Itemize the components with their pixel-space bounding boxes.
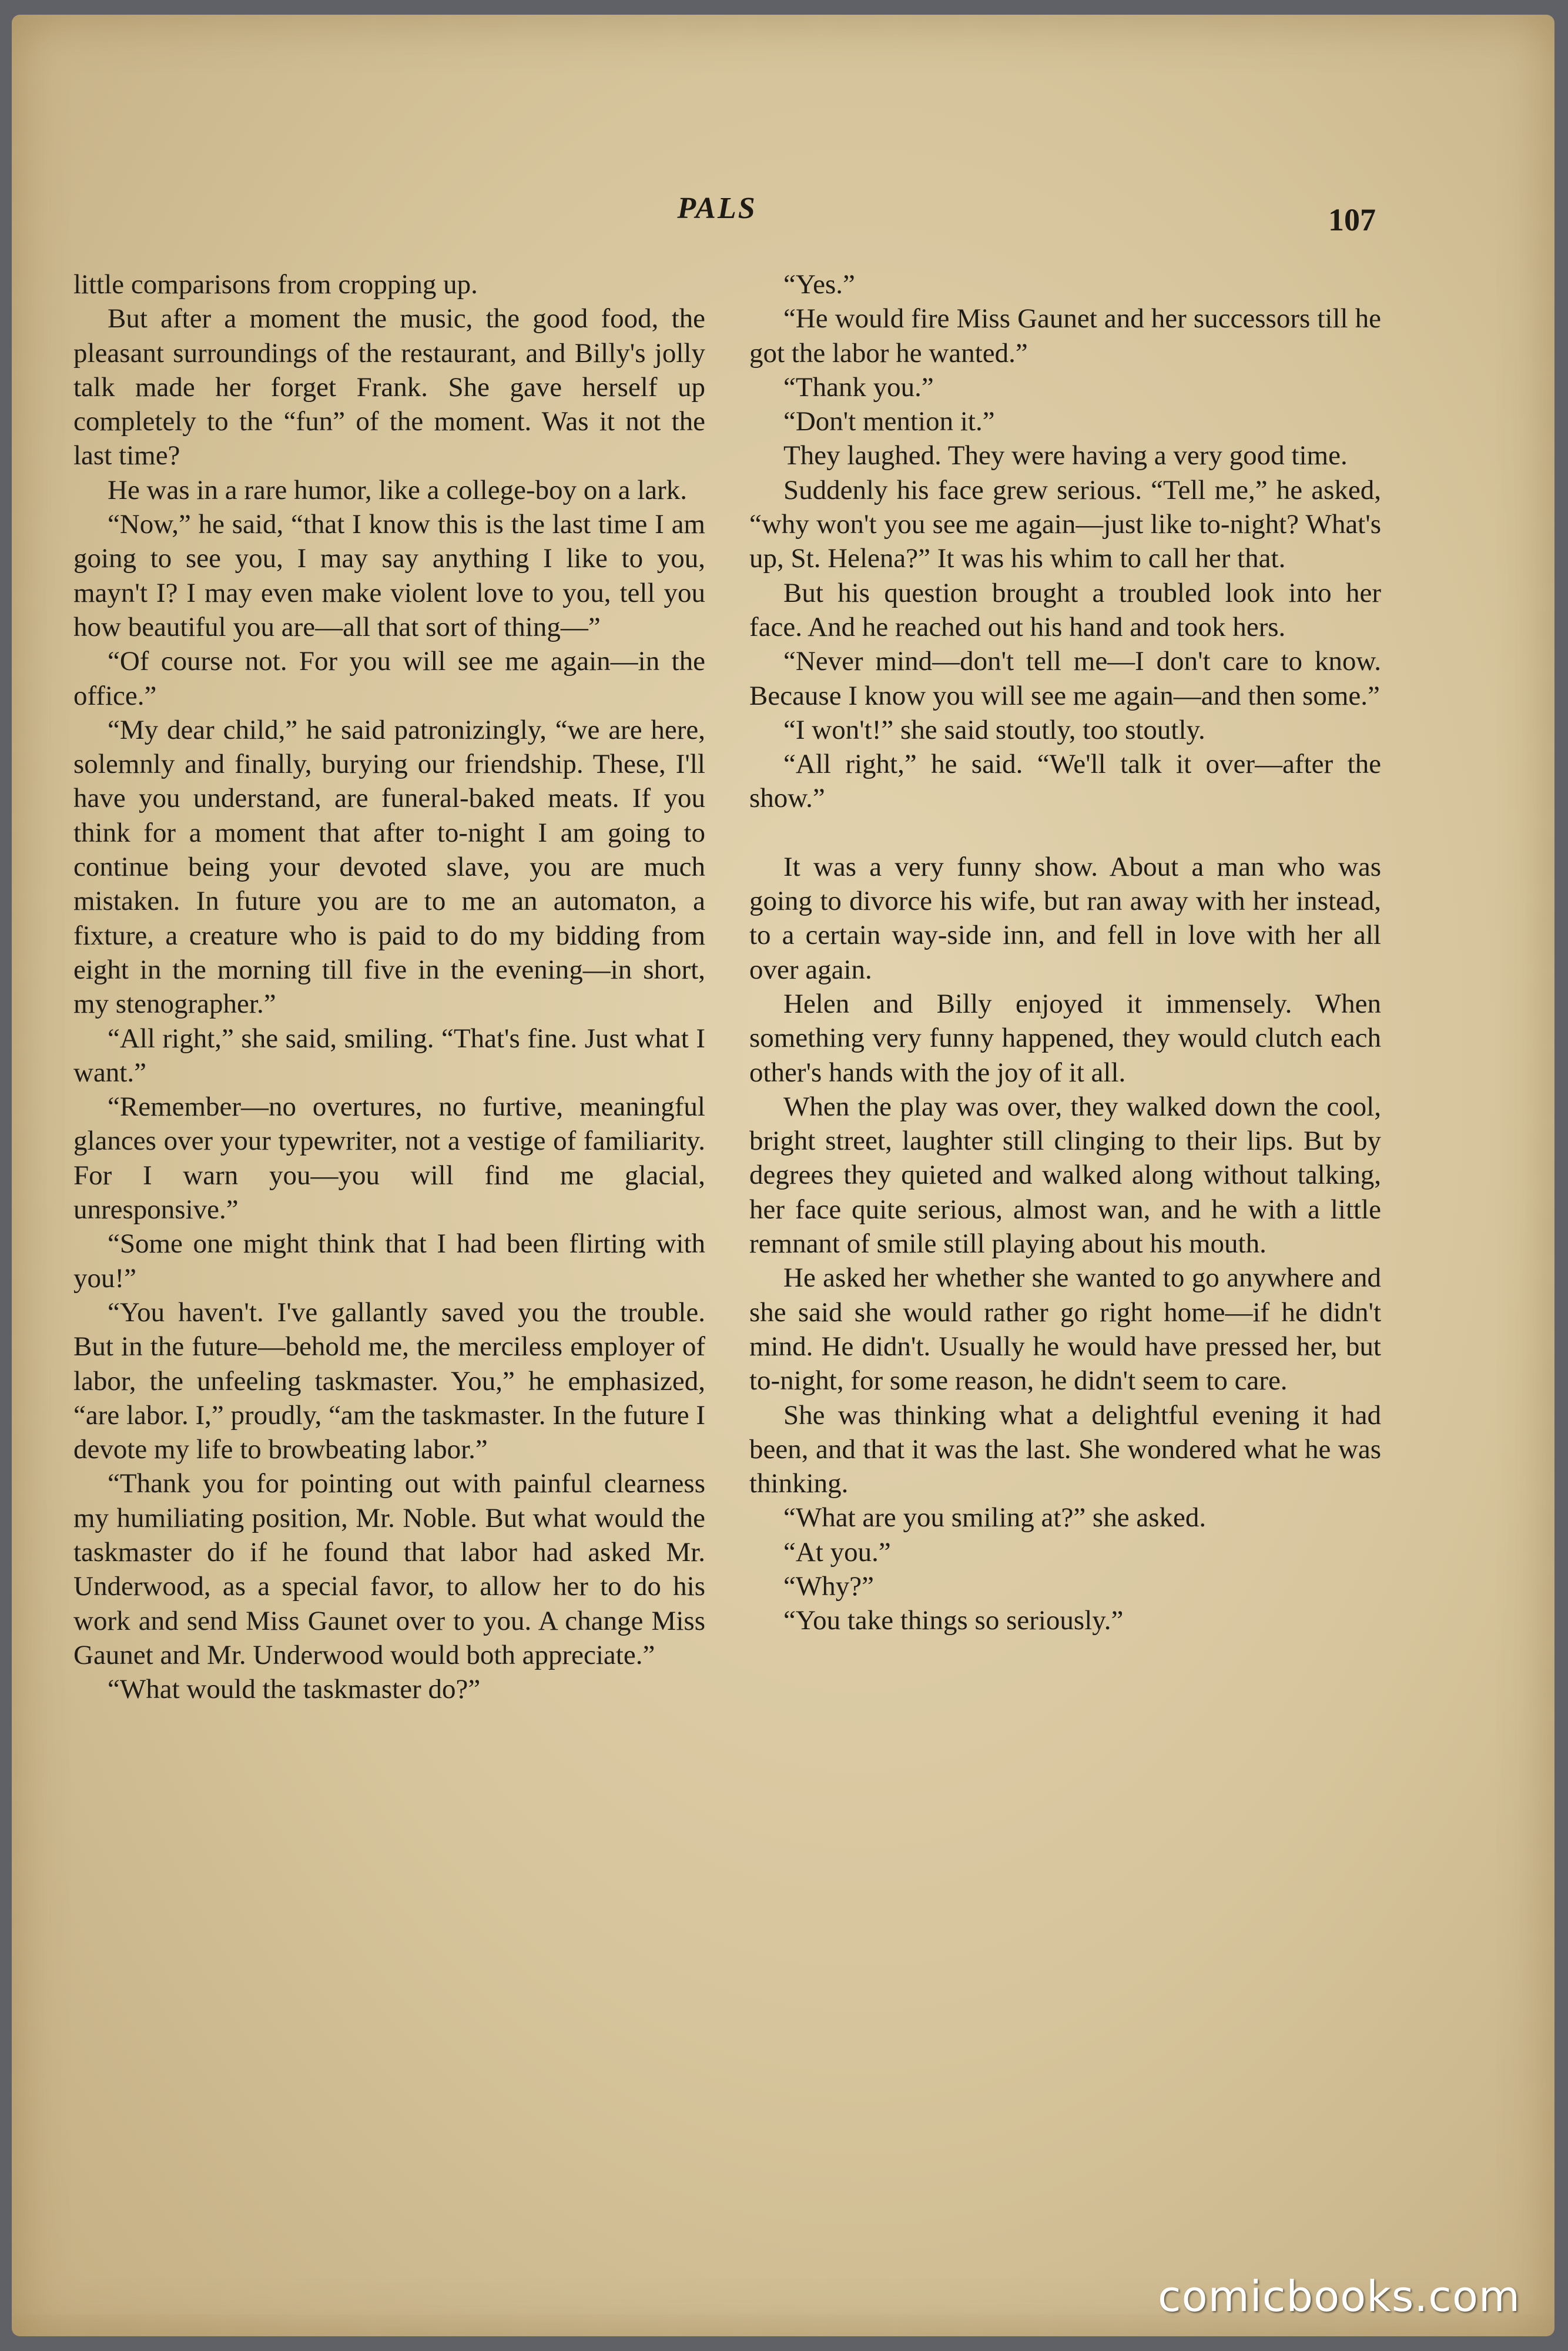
paragraph: “Thank you.” [783,371,934,403]
paragraph: “Thank you for pointing out with painful clearness my humiliating position, Mr. Noble. But what would the taskmaster do if he found that labor had asked Mr. Underwood, as a special favor, to allow her to do his work and send Miss Gaunet over to you. A change Miss Gaunet and Mr. Underwood would both appreciate.” [73,1468,705,1670]
right-text-column [749,267,1381,1638]
paragraph: “Remember—no overtures, no furtive, meaningful glances over your typewriter, not a vestige of familiarity. For I warn you—you will find me glacial, unresponsive.” [73,1091,705,1225]
running-header-title: PALS [677,192,757,225]
paragraph: He asked her whether she wanted to go anywhere and she said she would rather go right home—if he didn't mind. He didn't. Usually he would have pressed her, but to-night, for some reason, he didn't seem to care. [749,1262,1381,1396]
site-watermark: comicbooks.com [1158,2272,1521,2321]
paragraph: “You haven't. I've gallantly saved you the trouble. But in the future—behold me, the merciless employer of labor, the unfeeling taskmaster. You,” he emphasized, “are labor. I,” proudly, “am the taskmaster. In the future I devote my life to browbeating labor.” [73,1297,705,1465]
paragraph: “Some one might think that I had been flirting with you!” [73,1228,705,1294]
paragraph: “What would the taskmaster do?” [108,1674,481,1705]
paragraph: “What are you smiling at?” she asked. [783,1502,1207,1533]
paragraph: little comparisons from cropping up. [73,269,478,300]
paragraph: “All right,” he said. “We'll talk it over—after the show.” [749,749,1381,814]
paragraph: “Of course not. For you will see me again—in the office.” [73,646,705,711]
paragraph: “You take things so seriously.” [783,1605,1124,1636]
paragraph: She was thinking what a delightful evening it had been, and that it was the last. She wondered what he was thinking. [749,1399,1381,1499]
paragraph: But his question brought a troubled look into her face. And he reached out his hand and took hers. [749,577,1381,642]
paragraph: “Now,” he said, “that I know this is the last time I am going to see you, I may say anything I like to you, mayn't I? I may even make violent love to you, tell you how beautiful you are—all that sort of thing—” [73,509,705,642]
paragraph: “He would fire Miss Gaunet and her successors till he got the labor he wanted.” [749,303,1381,369]
paragraph: “I won't!” she said stoutly, too stoutly. [783,714,1205,745]
paragraph: “Don't mention it.” [783,406,995,437]
page-number: 107 [1328,202,1376,237]
paragraph: Helen and Billy enjoyed it immensely. When something very funny happened, they would clutch each other's hands with the joy of it all. [749,988,1381,1088]
paragraph: But after a moment the music, the good food, the pleasant surroundings of the restaurant, and Billy's jolly talk made her forget Frank. She gave herself up completely to the “fun” of the moment. Was it not the last time? [73,303,705,471]
paragraph: “Yes.” [783,269,855,300]
book-page [12,15,1554,2336]
paragraph: It was a very funny show. About a man who was going to divorce his wife, but ran away with her instead, to a certain way-side inn, and fell in love with her all over again. [749,851,1381,985]
paragraph: They laughed. They were having a very good time. [783,440,1348,471]
paragraph: He was in a rare humor, like a college-boy on a lark. [108,474,688,505]
paragraph: “At you.” [783,1536,891,1568]
paragraph: Suddenly his face grew serious. “Tell me,” he asked, “why won't you see me again—just like to-night? What's up, St. Helena?” It was his whim to call her that. [749,474,1381,574]
paragraph: “My dear child,” he said patronizingly, “we are here, solemnly and finally, burying our friendship. These, I'll have you understand, are funeral-baked meats. If you think for a moment that after to-night I am going to continue being your devoted slave, you are much mistaken. In future you are to me an automaton, a fixture, a creature who is paid to do my bidding from eight in the morning till five in the evening—in short, my stenographer.” [73,714,705,1020]
paragraph: “All right,” she said, smiling. “That's fine. Just what I want.” [73,1023,705,1088]
paragraph: “Never mind—don't tell me—I don't care to know. Because I know you will see me again—and then some.” [749,646,1381,711]
left-text-column [73,267,705,1706]
paragraph: When the play was over, they walked down the cool, bright street, laughter still clinging to their lips. But by degrees they quieted and walked along without talking, her face quite serious, almost wan, and he with a little remnant of smile still playing about his mouth. [749,1091,1381,1260]
paragraph: “Why?” [783,1570,874,1602]
